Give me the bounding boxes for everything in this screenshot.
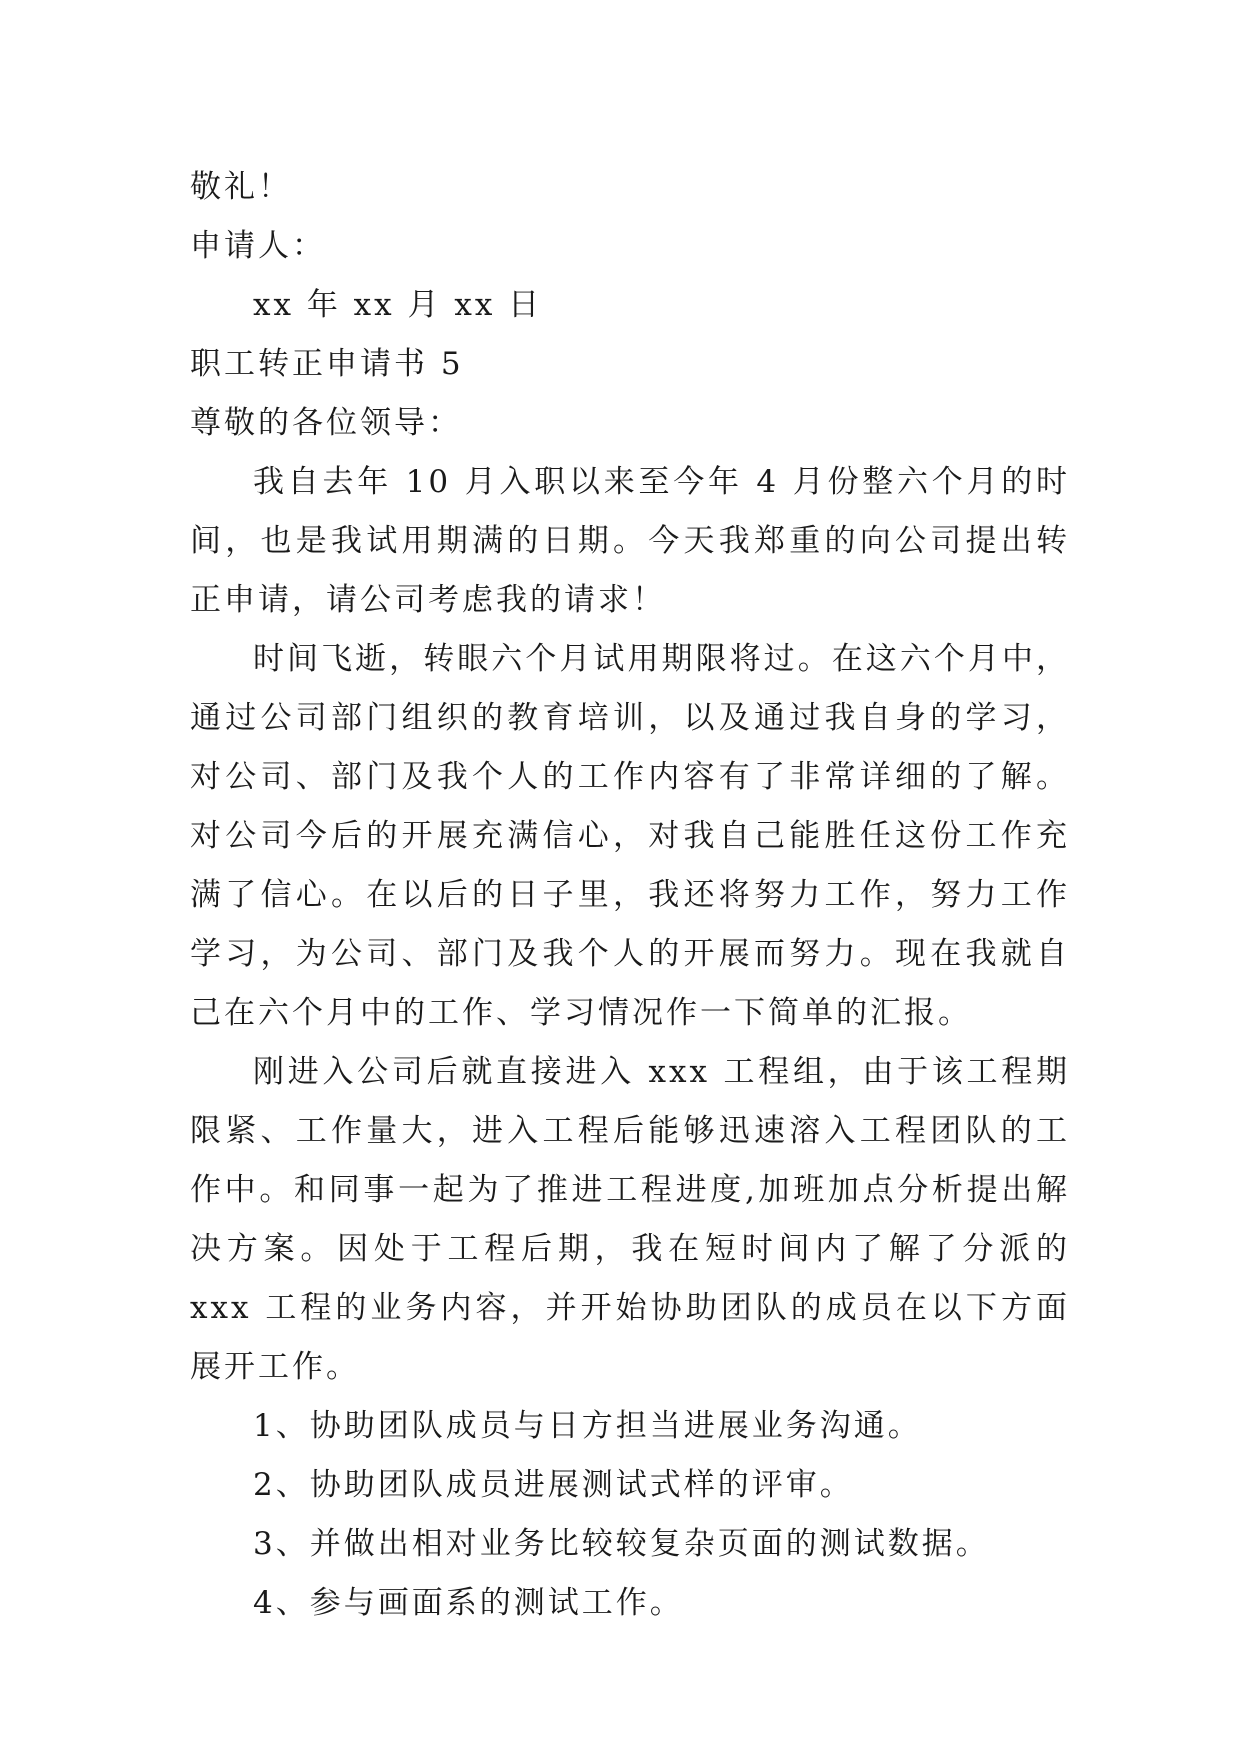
paragraph-1: 我自去年 10 月入职以来至今年 4 月份整六个月的时间，也是我试用期满的日期。今天我郑重的向公司提出转正申请，请公司考虑我的请求！: [190, 464, 1070, 618]
document-body: [190, 158, 1070, 1633]
list-item-4: 4、参与画面系的测试工作。: [253, 1585, 684, 1621]
salutation: 尊敬的各位领导：: [190, 405, 462, 441]
list-item-3: 3、并做出相对业务比较较复杂页面的测试数据。: [253, 1526, 990, 1562]
section-title: 职工转正申请书 5: [190, 346, 464, 382]
applicant-label: 申请人：: [190, 228, 326, 264]
closing-line: 敬礼！: [190, 169, 292, 205]
paragraph-2: 时间飞逝，转眼六个月试用期限将过。在这六个月中，通过公司部门组织的教育培训，以及通过我自身的学习，对公司、部门及我个人的工作内容有了非常详细的了解。对公司今后的开展充满信心，对我自己能胜任这份工作充满了信心。在以后的日子里，我还将努力工作，努力工作学习，为公司、部门及我个人的开展而努力。现在我就自己在六个月中的工作、学习情况作一下简单的汇报。: [190, 641, 1070, 1031]
paragraph-3: 刚进入公司后就直接进入 xxx 工程组，由于该工程期限紧、工作量大，进入工程后能够迅速溶入工程团队的工作中。和同事一起为了推进工程进度,加班加点分析提出解决方案。因处于工程后期，我在短时间内了解了分派的 xxx 工程的业务内容，并开始协助团队的成员在以下方面展开工作。: [190, 1054, 1070, 1385]
list-item-2: 2、协助团队成员进展测试式样的评审。: [253, 1467, 854, 1503]
date-line: xx 年 xx 月 xx 日: [253, 287, 543, 323]
list-item-1: 1、协助团队成员与日方担当进展业务沟通。: [253, 1408, 922, 1444]
